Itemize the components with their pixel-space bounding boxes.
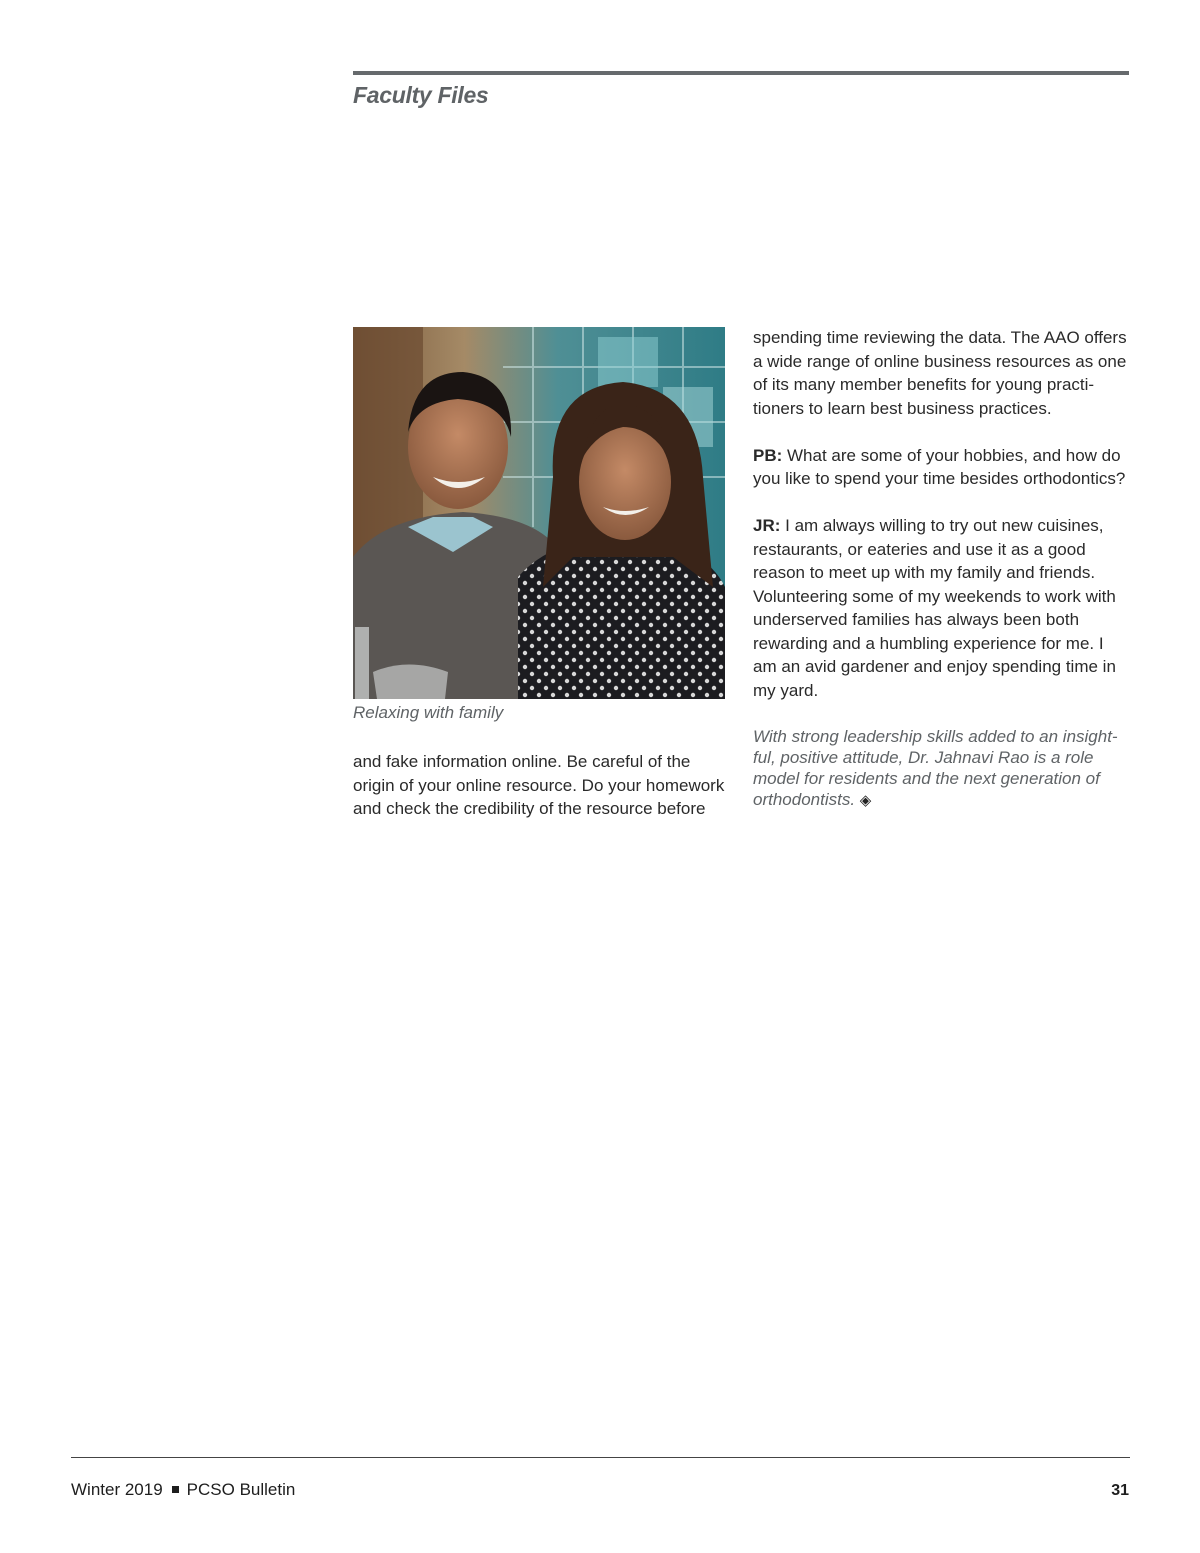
question-paragraph (753, 444, 1131, 491)
end-mark-icon: ◈ (859, 791, 872, 809)
family-photo (353, 327, 725, 699)
right-column (753, 326, 1131, 834)
question-speaker: PB: (753, 445, 783, 465)
answer-text: I am always willing to try out new cuisines, restaurants, or eateries and use it as a good reason to meet up with my family and friends. Volunteering some of my weekends to work with underserved families has always been both rewarding and a humbling experience for me. I am an avid gardener and enjoy spending time in my yard. (753, 516, 1116, 700)
header-rule (353, 71, 1129, 75)
footer-separator-icon (172, 1486, 179, 1493)
answer-speaker: JR: (753, 516, 781, 535)
paragraph-aao-resources: spending time reviewing the data. The AAO offers a wide range of online business resources as one of its many member benefits for young practi-tioners to learn best business practices. (753, 328, 1127, 418)
left-column-text: and fake information online. Be careful of the origin of your online resource. Do your homework and check the credibility of the resource before (353, 752, 725, 818)
closing-paragraph (753, 726, 1131, 811)
footer-publication: PCSO Bulletin (186, 1480, 296, 1499)
question-text: What are some of your hobbies, and how do you like to spend your time besides orthodontics? (753, 445, 1126, 488)
footer-issue: Winter 2019 (71, 1480, 163, 1499)
footer-issue-line (71, 1480, 295, 1500)
photo-caption: Relaxing with family (353, 703, 504, 722)
answer-paragraph (753, 514, 1131, 702)
page-number: 31 (1111, 1482, 1129, 1499)
section-title: Faculty Files (353, 82, 489, 108)
footer-rule (71, 1457, 1130, 1458)
closing-text: With strong leadership skills added to an insight-ful, positive attitude, Dr. Jahnavi Rao is a role model for residents and the next generation of orthodontists. (753, 726, 1118, 809)
